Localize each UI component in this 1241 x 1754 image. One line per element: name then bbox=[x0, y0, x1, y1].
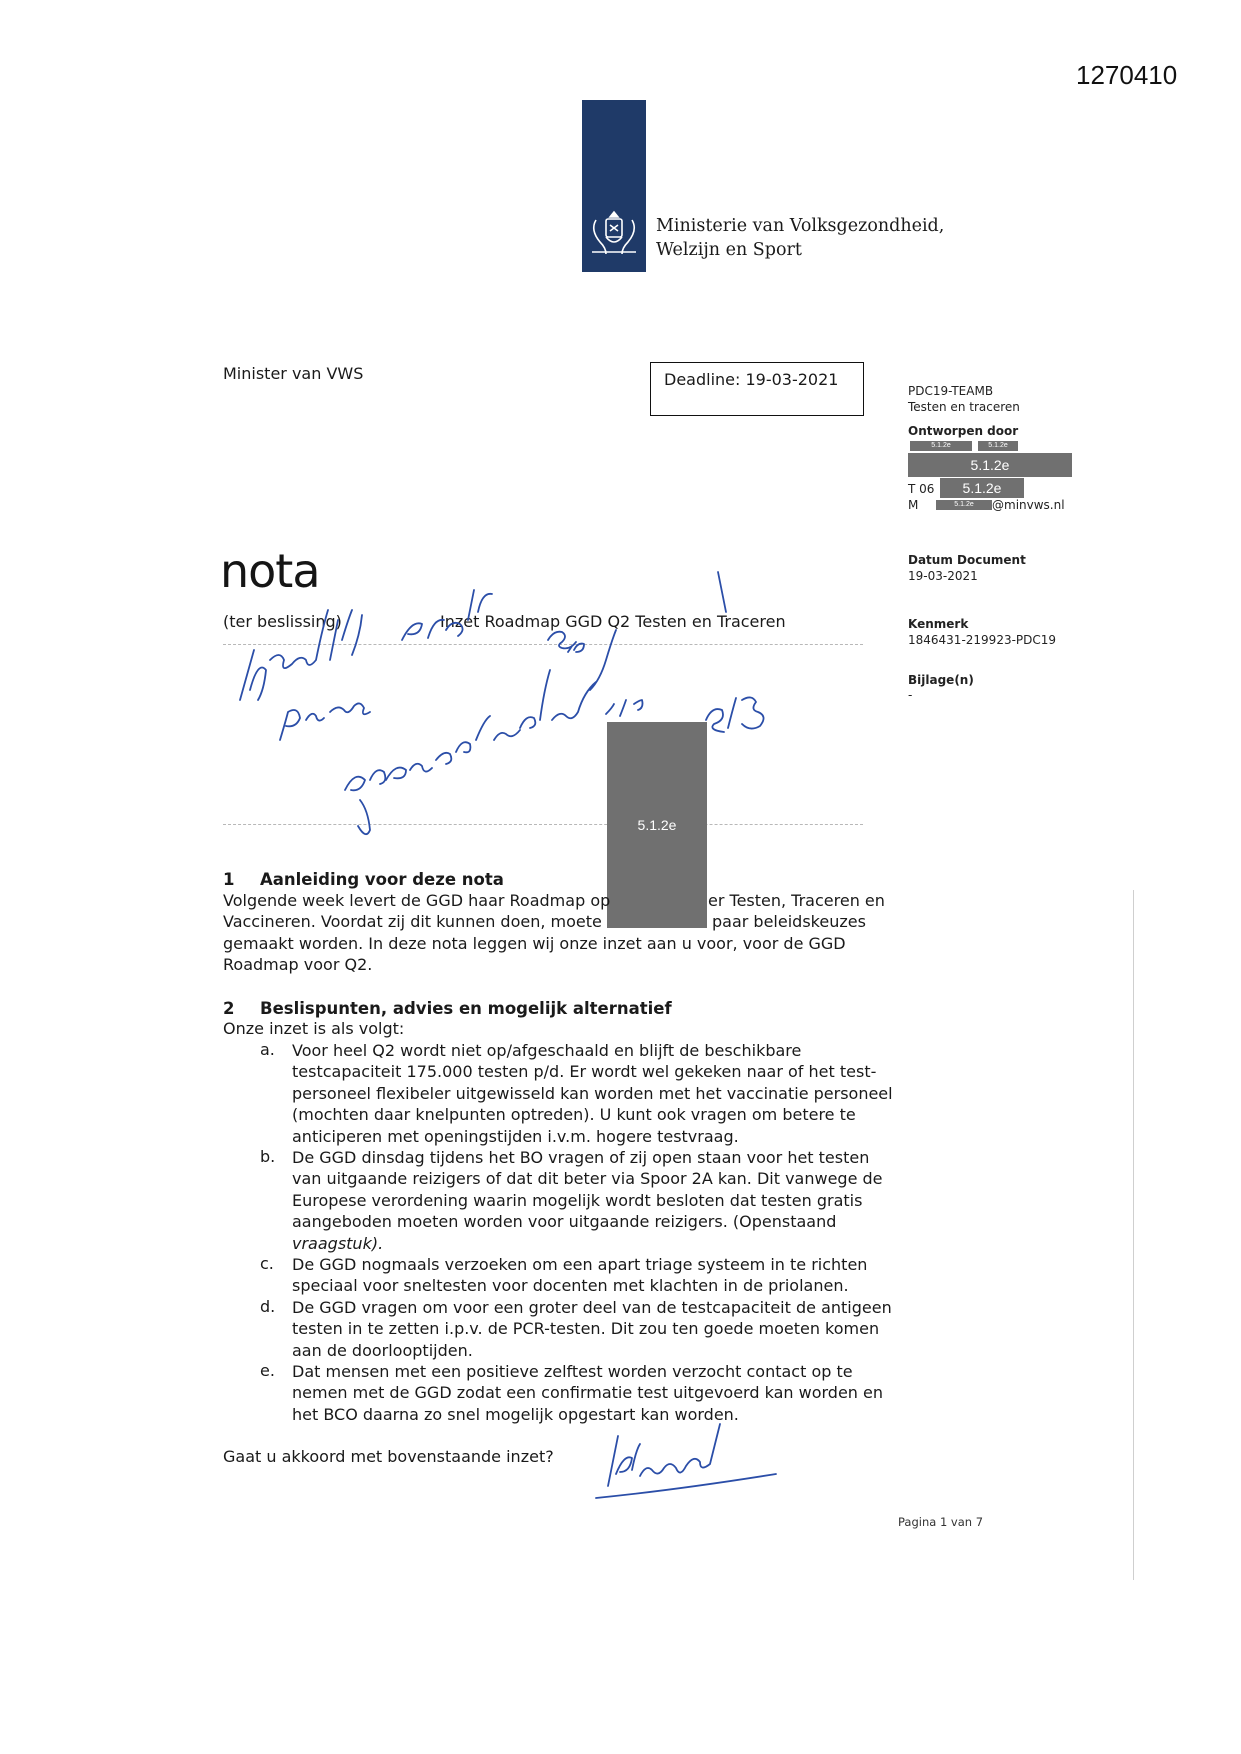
section2-intro: Onze inzet is als volgt: bbox=[223, 1019, 405, 1038]
phone-prefix: T 06 bbox=[908, 482, 935, 496]
reference-value: 1846431-219923-PDC19 bbox=[908, 633, 1057, 647]
item-c-line: De GGD nogmaals verzoeken om een apart triage systeem in te richten bbox=[292, 1255, 868, 1274]
item-a-line: anticiperen met openingstijden i.v.m. hogere testvraag. bbox=[292, 1126, 739, 1146]
email-suffix: @minvws.nl bbox=[992, 498, 1065, 512]
item-b-line: van uitgaande reizigers of dat dit beter via Spoor 2A kan. Dit vanwege de bbox=[292, 1169, 883, 1189]
section2-number: 2 bbox=[223, 999, 235, 1018]
section1-line1-tail: er Testen, Traceren en bbox=[708, 891, 885, 910]
item-d-line: aan de doorlooptijden. bbox=[292, 1340, 473, 1360]
page-number: Pagina 1 van 7 bbox=[898, 1515, 984, 1529]
section1-line2-tail: paar beleidskeuzes bbox=[712, 912, 866, 931]
page-title: nota bbox=[220, 544, 320, 598]
deadline: Deadline: 19-03-2021 bbox=[664, 370, 839, 389]
reference-label: Kenmerk bbox=[908, 617, 969, 631]
section1-line3: gemaakt worden. In deze nota leggen wij onze inzet aan u voor, voor de GGD bbox=[223, 933, 846, 953]
item-d-letter: d. bbox=[260, 1297, 276, 1316]
ministry-name-line1: Ministerie van Volksgezondheid, bbox=[656, 216, 945, 236]
redaction-small-1: 5.1.2e bbox=[910, 441, 972, 451]
section1-number: 1 bbox=[223, 870, 235, 889]
item-b-line: Europese verordening waarin mogelijk wordt besloten dat testen gratis bbox=[292, 1190, 863, 1210]
item-b-line: De GGD dinsdag tijdens het BO vragen of zij open staan voor het testen bbox=[292, 1148, 870, 1167]
date-value: 19-03-2021 bbox=[908, 569, 978, 583]
date-label: Datum Document bbox=[908, 553, 1026, 567]
section1-heading: Aanleiding voor deze nota bbox=[260, 870, 504, 889]
item-e-line: Dat mensen met een positieve zelftest worden verzocht contact op te bbox=[292, 1362, 853, 1381]
section2-heading: Beslispunten, advies en mogelijk alternatief bbox=[260, 999, 672, 1018]
item-d bbox=[292, 1297, 892, 1361]
item-c bbox=[292, 1254, 867, 1297]
item-a bbox=[292, 1040, 893, 1147]
item-a-line: testcapaciteit 175.000 testen p/d. Er wordt wel gekeken naar of het test- bbox=[292, 1062, 877, 1082]
ministry-name-line2: Welzijn en Sport bbox=[656, 240, 802, 260]
item-e-line: het BCO daarna zo snel mogelijk opgestart kan worden. bbox=[292, 1404, 739, 1424]
subtitle: (ter beslissing) bbox=[223, 612, 342, 631]
item-e bbox=[292, 1361, 883, 1425]
item-a-letter: a. bbox=[260, 1040, 275, 1059]
section1-line1: Volgende week levert de GGD haar Roadmap op bbox=[223, 891, 611, 910]
redaction-name: 5.1.2e bbox=[908, 453, 1072, 477]
scan-edge bbox=[1133, 890, 1134, 1580]
redaction-mobile: 5.1.2e bbox=[936, 500, 992, 510]
item-c-letter: c. bbox=[260, 1254, 274, 1273]
redaction-small-2: 5.1.2e bbox=[978, 441, 1018, 451]
subject: Inzet Roadmap GGD Q2 Testen en Traceren bbox=[440, 612, 786, 631]
item-d-line: testen in te zetten i.p.v. de PCR-testen. Dit zou ten goede moeten komen bbox=[292, 1319, 880, 1339]
attachments-label: Bijlage(n) bbox=[908, 673, 974, 687]
item-a-line: personeel flexibeler uitgewisseld kan worden met het vaccinatie personeel bbox=[292, 1083, 893, 1103]
item-a-line: (mochten daar knelpunten optreden). U kunt ook vragen om betere te bbox=[292, 1105, 856, 1125]
item-d-line: De GGD vragen om voor een groter deel van de testcapaciteit de antigeen bbox=[292, 1298, 892, 1317]
department-line1: PDC19-TEAMB bbox=[908, 384, 994, 398]
section1-line4: Roadmap voor Q2. bbox=[223, 955, 373, 975]
approval-question: Gaat u akkoord met bovenstaande inzet? bbox=[223, 1447, 554, 1466]
department-line2: Testen en traceren bbox=[908, 400, 1020, 414]
item-b-line: vraagstuk). bbox=[292, 1233, 384, 1253]
item-a-line: Voor heel Q2 wordt niet op/afgeschaald en blijft de beschikbare bbox=[292, 1041, 802, 1060]
document-number: 1270410 bbox=[1076, 60, 1178, 90]
section1-line2: Vaccineren. Voordat zij dit kunnen doen, moete bbox=[223, 912, 602, 932]
attachments-value: - bbox=[908, 688, 913, 702]
item-b bbox=[292, 1147, 883, 1254]
item-c-line: speciaal voor sneltesten voor docenten met klachten in de priolanen. bbox=[292, 1276, 849, 1296]
item-e-line: nemen met de GGD zodat een confirmatie test uitgevoerd kan worden en bbox=[292, 1383, 883, 1403]
addressee: Minister van VWS bbox=[223, 364, 364, 383]
redaction-phone: 5.1.2e bbox=[940, 478, 1024, 498]
mobile-prefix: M bbox=[908, 498, 919, 512]
redaction-center: 5.1.2e bbox=[607, 722, 707, 928]
item-b-line: aangeboden moeten worden voor uitgaande reizigers. (Openstaand bbox=[292, 1212, 837, 1232]
item-e-letter: e. bbox=[260, 1361, 275, 1380]
designed-by-label: Ontworpen door bbox=[908, 424, 1019, 438]
item-b-letter: b. bbox=[260, 1147, 276, 1166]
